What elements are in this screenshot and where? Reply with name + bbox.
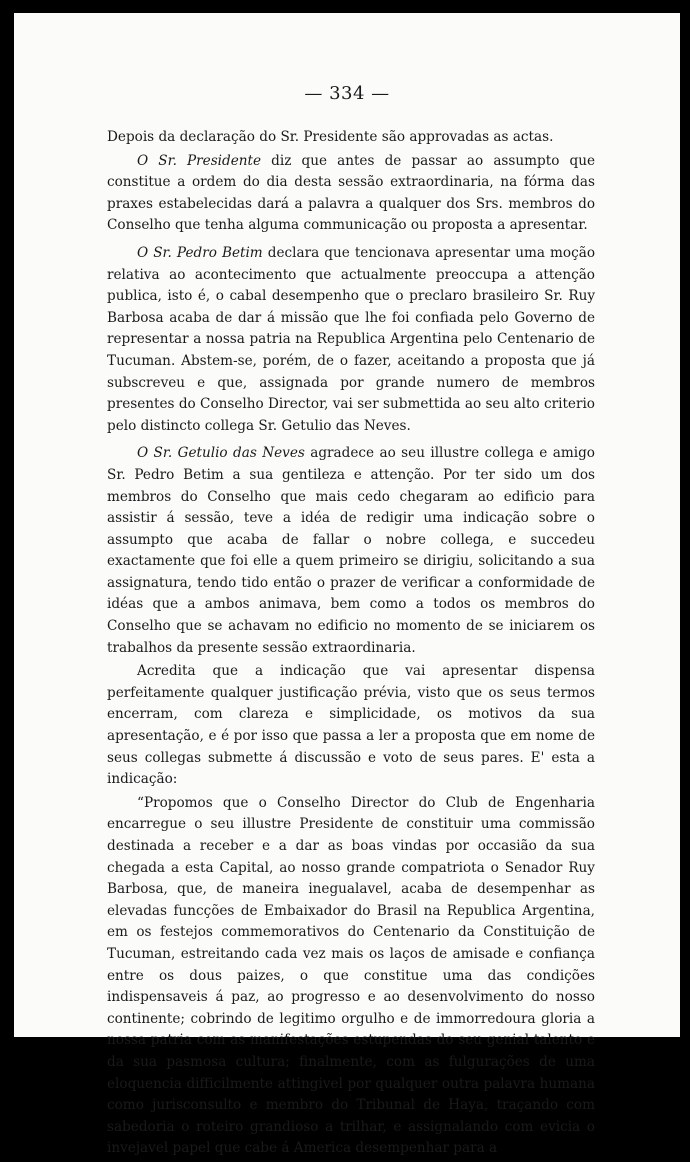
paragraph-text: agradece ao seu illustre collega e amigo Sr. Pedro Betim a sua gentileza e attenção. Por ter sido um dos membros do Conselho que mais cedo chegaram ao edificio para assistir á sessão, teve a idéa de redigir uma indicação sobre o assumpto que acaba de fallar o nobre collega, e succedeu exactamente que foi elle a quem primeiro se dirigiu, solicitando a sua assignatura, tendo tido então o prazer de verificar a conformidade de idéas que a ambos animava, bem como a todos os membros do Conselho que se achavam no edificio no momento de se iniciarem os trabalhos da presente sessão extraordinaria.: [107, 445, 595, 656]
paragraph-indicacao-intro: [107, 661, 595, 791]
page-number: — 334 —: [304, 83, 390, 104]
paragraph-presidente: [107, 151, 595, 237]
speaker-name: O Sr. Pedro Betim: [137, 244, 263, 261]
paragraph-text: Acredita que a indicação que vai apresentar dispensa perfeitamente qualquer justificação prévia, visto que os seus termos encerram, com clareza e simplicidade, os motivos da sua apresentação, e é por isso que passa a ler a proposta que em nome de seus collegas submette á discussão e voto de seus pares. E' esta a indicação:: [107, 663, 595, 788]
speaker-name: O Sr. Getulio das Neves: [137, 445, 305, 462]
document-body: [107, 127, 595, 1162]
paragraph-text: diz que antes de passar ao assumpto que constitue a ordem do dia desta sessão extraordinaria, na fórma das praxes estabelecidas dará a palavra a qualquer dos Srs. membros do Conselho que tenha alguma communicação ou proposta a apresentar.: [107, 152, 595, 234]
paragraph-text: declara que tencionava apresentar uma moção relativa ao acontecimento que actualmente preoccupa a attenção publica, isto é, o cabal desempenho que o preclaro brasileiro Sr. Ruy Barbosa acaba de dar á missão que lhe foi confiada pelo Governo de representar a nossa patria na Republica Argentina pelo Centenario de Tucuman. Abstem-se, porém, de o fazer, aceitando a proposta que já subscreveu e que, assignada por grande numero de membros presentes do Conselho Director, vai ser submettida ao seu alto criterio pelo distincto collega Sr. Getulio das Neves.: [107, 244, 596, 434]
paragraph-pedro-betim: [107, 243, 595, 437]
paragraph-text: Depois da declaração do Sr. Presidente são approvadas as actas.: [107, 129, 554, 145]
document-page: [14, 13, 680, 1157]
paragraph-approval: [107, 127, 595, 149]
paragraph-text: “Propomos que o Conselho Director do Club de Engenharia encarregue o seu illustre Presidente de constituir uma commissão destinada a receber e a dar as boas vindas por occasião da sua chegada a esta Capital, ao nosso grande compatriota o Senador Ruy Barbosa, que, de maneira inegualavel, acaba de desempenhar as elevadas funcções de Embaixador do Brasil na Republica Argentina, em os festejos commemorativos do Centenario da Constituição de Tucuman, estreitando cada vez mais os laços de amisade e confiança entre os dous paizes, o que constitue uma das condições indispensaveis á paz, ao progresso e ao desenvolvimento do nosso continente; cobrindo de legitimo orgulho e de immorredoura gloria a nossa patria com as manifestações estupendas do seu genial talento e da sua pasmosa cultura; finalmente, com as fulgurações de uma eloquencia difficilmente attingivel por qualquer outra palavra humana como jurisconsulto e membro do Tribunal de Haya, traçando com sabedoria o roteiro grandioso a trilhar, e assignalando com evicia o invejavel papel que cabe á America desempenhar para a: [107, 794, 595, 1157]
speaker-name: O Sr. Presidente: [137, 152, 262, 169]
paragraph-getulio-das-neves: [107, 443, 595, 659]
paragraph-proposal-quote: [107, 793, 595, 1160]
